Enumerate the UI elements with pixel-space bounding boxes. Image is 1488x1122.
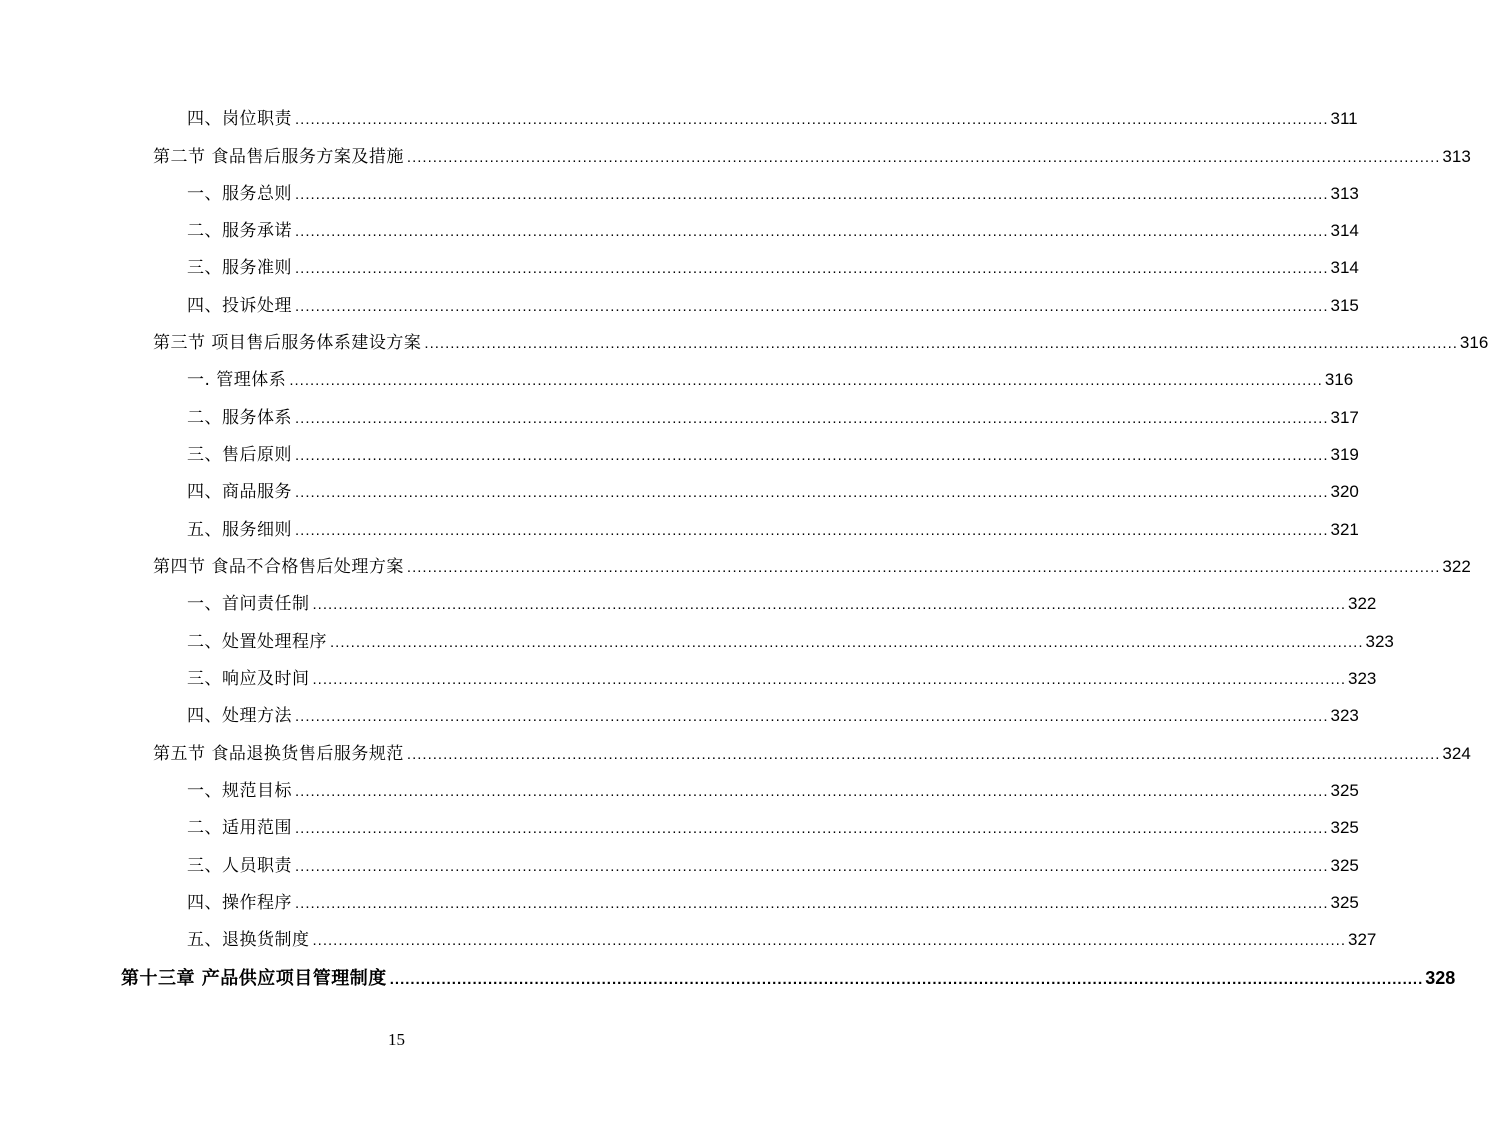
toc-entry-page: 323 [1365,632,1394,651]
toc-entry[interactable] [187,813,1359,843]
toc-entry-title: 五、服务细则 [187,520,292,540]
toc-entry-page: 311 [1330,109,1358,128]
toc-entry[interactable] [187,851,1359,881]
toc-entry-title: 第三节 项目售后服务体系建设方案 [153,333,422,353]
dot-leader: ........................................................................................................................................................................................................ [295,186,1329,203]
toc-entry-page: 319 [1330,445,1359,464]
toc-entry-title: 三、响应及时间 [187,669,310,689]
dot-leader: ........................................................................................................................................................................................................ [406,746,1441,763]
toc-entry[interactable] [187,253,1359,283]
toc-entry-title: 一. 管理体系 [187,370,287,390]
toc-entry-page: 315 [1330,296,1359,315]
toc-entry-title: 四、投诉处理 [187,296,292,316]
toc-entry[interactable] [153,739,1471,769]
dot-leader: ........................................................................................................................................................................................................ [312,932,1346,949]
toc-entry[interactable] [153,328,1488,358]
dot-leader: ........................................................................................................................................................................................................ [330,634,1364,651]
toc-entry-title: 第二节 食品售后服务方案及措施 [153,147,404,167]
toc-entry-title: 第四节 食品不合格售后处理方案 [153,557,404,577]
toc-entry-page: 317 [1330,408,1359,427]
dot-leader: ........................................................................................................................................................................................................ [424,335,1458,352]
toc-entry-title: 四、商品服务 [187,482,292,502]
dot-leader: ........................................................................................................................................................................................................ [295,858,1329,875]
toc-entry-title: 三、服务准则 [187,258,292,278]
toc-entry-title: 四、岗位职责 [187,109,292,129]
dot-leader: ........................................................................................................................................................................................................ [295,484,1329,501]
dot-leader: ........................................................................................................................................................................................................ [295,708,1329,725]
toc-entry-page: 316 [1324,370,1354,389]
toc-entry-page: 325 [1330,893,1359,912]
dot-leader: ........................................................................................................................................................................................................ [295,895,1329,912]
toc-entry[interactable] [187,589,1377,619]
toc-entry-page: 325 [1330,781,1359,800]
toc-entry-page: 313 [1442,147,1471,166]
toc-entry-page: 314 [1330,221,1359,240]
toc-entry[interactable] [187,925,1377,955]
toc-entry-page: 324 [1442,744,1471,763]
dot-leader: ........................................................................................................................................................................................................ [406,559,1441,576]
toc-entry-page: 322 [1348,594,1377,613]
toc-entry-title: 二、处置处理程序 [187,632,327,652]
toc-entry[interactable] [187,291,1359,321]
dot-leader: ........................................................................................................................................................................................................ [289,372,1323,389]
toc-entry-title: 第五节 食品退换货售后服务规范 [153,744,404,764]
toc-entry-title: 二、适用范围 [187,818,292,838]
toc-entry-title: 四、处理方法 [187,706,292,726]
toc-entry-title: 一、服务总则 [187,184,292,204]
toc-entry-title: 第十三章 产品供应项目管理制度 [121,968,387,989]
toc-entry[interactable] [153,142,1471,172]
dot-leader: ........................................................................................................................................................................................................ [295,783,1329,800]
toc-entry[interactable] [187,664,1377,694]
dot-leader: ........................................................................................................................................................................................................ [389,971,1424,988]
toc-entry-title: 五、退换货制度 [187,930,310,950]
toc-entry-page: 323 [1330,706,1359,725]
toc-entry[interactable] [187,701,1359,731]
dot-leader: ........................................................................................................................................................................................................ [295,447,1329,464]
dot-leader: ........................................................................................................................................................................................................ [295,223,1329,240]
toc-entry[interactable] [187,477,1359,507]
toc-entry-page: 313 [1330,184,1359,203]
toc-entry-page: 323 [1348,669,1377,688]
toc-entry[interactable] [187,365,1354,395]
toc-entry[interactable] [187,515,1359,545]
toc-entry[interactable] [153,552,1471,582]
toc-entry-title: 三、售后原则 [187,445,292,465]
dot-leader: ........................................................................................................................................................................................................ [295,410,1329,427]
toc-entry-title: 四、操作程序 [187,893,292,913]
toc-entry-title: 二、服务承诺 [187,221,292,241]
dot-leader: ........................................................................................................................................................................................................ [312,596,1346,613]
toc-entry-title: 一、规范目标 [187,781,292,801]
toc-entry[interactable] [187,216,1359,246]
toc-entry-title: 二、服务体系 [187,408,292,428]
toc-entry[interactable] [187,403,1359,433]
toc-entry[interactable] [187,776,1359,806]
toc-entry-page: 320 [1330,482,1359,501]
toc-entry-page: 314 [1330,258,1359,277]
toc-entry[interactable] [187,179,1359,209]
toc-entry-page: 321 [1330,520,1359,539]
toc-chapter-entry[interactable] [121,963,1456,993]
toc-entry-page: 316 [1459,333,1488,352]
toc-entry-page: 325 [1330,856,1359,875]
toc-entry-page: 327 [1348,930,1377,949]
dot-leader: ........................................................................................................................................................................................................ [295,111,1329,128]
toc-entry-title: 一、首问责任制 [187,594,310,614]
toc-entry[interactable] [187,440,1359,470]
dot-leader: ........................................................................................................................................................................................................ [295,522,1329,539]
toc-entry-page: 325 [1330,818,1359,837]
dot-leader: ........................................................................................................................................................................................................ [295,260,1329,277]
toc-entry-page: 322 [1442,557,1471,576]
dot-leader: ........................................................................................................................................................................................................ [312,671,1346,688]
toc-entry[interactable] [187,104,1358,134]
dot-leader: ........................................................................................................................................................................................................ [406,149,1441,166]
toc-entry-page: 328 [1425,968,1456,988]
toc-entry-title: 三、人员职责 [187,856,292,876]
dot-leader: ........................................................................................................................................................................................................ [295,820,1329,837]
toc-entry[interactable] [187,627,1394,657]
toc-entry[interactable] [187,888,1359,918]
dot-leader: ........................................................................................................................................................................................................ [295,298,1329,315]
page-number: 15 [388,1030,405,1049]
